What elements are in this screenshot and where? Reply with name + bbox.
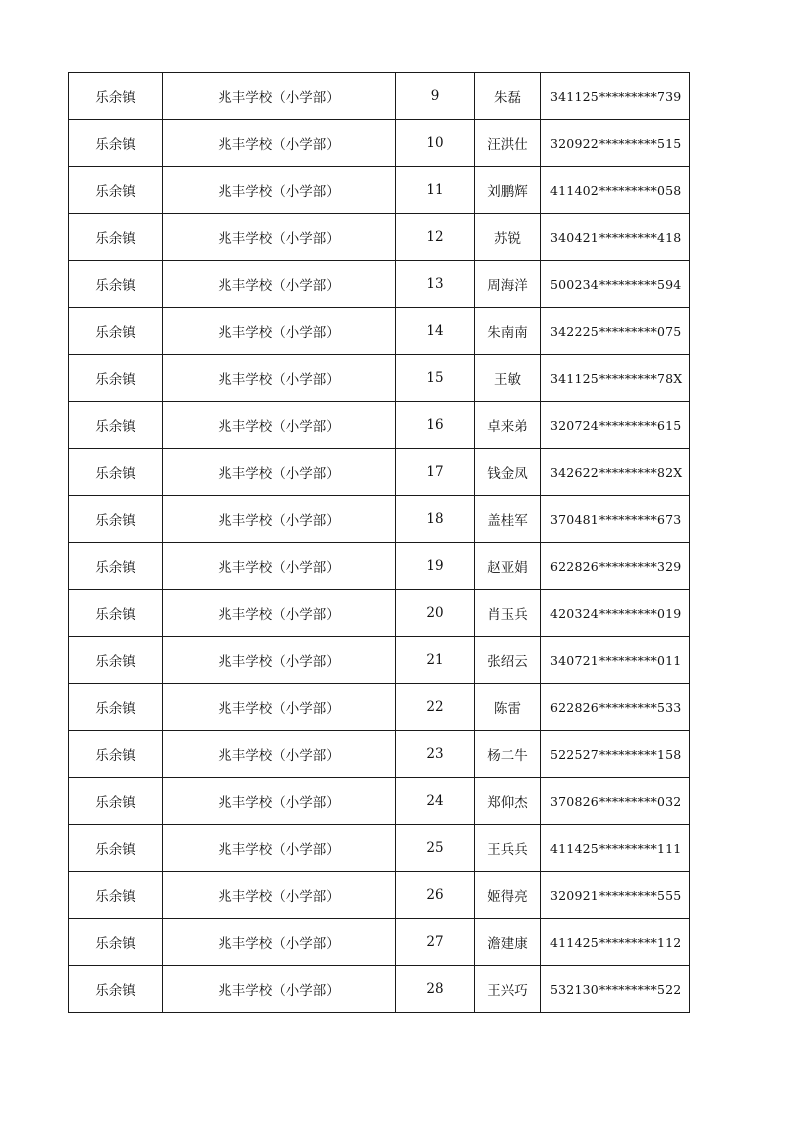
id-number-cell: 411402*********058 (541, 167, 690, 214)
table-row (69, 919, 690, 966)
name-cell: 陈雷 (475, 684, 541, 731)
town-cell: 乐余镇 (69, 120, 163, 167)
school-cell: 兆丰学校（小学部） (163, 402, 396, 449)
school-cell: 兆丰学校（小学部） (163, 919, 396, 966)
id-number-cell: 522527*********158 (541, 731, 690, 778)
name-cell: 王兵兵 (475, 825, 541, 872)
town-cell: 乐余镇 (69, 825, 163, 872)
id-number-cell: 500234*********594 (541, 261, 690, 308)
id-number-cell: 342225*********075 (541, 308, 690, 355)
table-row (69, 73, 690, 120)
number-cell: 13 (396, 261, 475, 308)
town-cell: 乐余镇 (69, 355, 163, 402)
table-row (69, 402, 690, 449)
school-cell: 兆丰学校（小学部） (163, 778, 396, 825)
town-cell: 乐余镇 (69, 73, 163, 120)
name-cell: 赵亚娟 (475, 543, 541, 590)
school-cell: 兆丰学校（小学部） (163, 214, 396, 261)
name-cell: 张绍云 (475, 637, 541, 684)
town-cell: 乐余镇 (69, 966, 163, 1013)
id-number-cell: 420324*********019 (541, 590, 690, 637)
town-cell: 乐余镇 (69, 308, 163, 355)
table-row (69, 637, 690, 684)
name-cell: 王兴巧 (475, 966, 541, 1013)
school-cell: 兆丰学校（小学部） (163, 73, 396, 120)
school-cell: 兆丰学校（小学部） (163, 543, 396, 590)
school-cell: 兆丰学校（小学部） (163, 496, 396, 543)
town-cell: 乐余镇 (69, 684, 163, 731)
name-cell: 刘鹏辉 (475, 167, 541, 214)
table-row (69, 496, 690, 543)
name-cell: 卓来弟 (475, 402, 541, 449)
id-number-cell: 532130*********522 (541, 966, 690, 1013)
table-row (69, 355, 690, 402)
table-row (69, 825, 690, 872)
number-cell: 24 (396, 778, 475, 825)
number-cell: 14 (396, 308, 475, 355)
town-cell: 乐余镇 (69, 496, 163, 543)
id-number-cell: 340421*********418 (541, 214, 690, 261)
number-cell: 22 (396, 684, 475, 731)
id-number-cell: 411425*********111 (541, 825, 690, 872)
school-cell: 兆丰学校（小学部） (163, 449, 396, 496)
name-cell: 周海洋 (475, 261, 541, 308)
number-cell: 16 (396, 402, 475, 449)
name-cell: 盖桂军 (475, 496, 541, 543)
id-number-cell: 622826*********329 (541, 543, 690, 590)
table-row (69, 261, 690, 308)
id-number-cell: 340721*********011 (541, 637, 690, 684)
name-cell: 肖玉兵 (475, 590, 541, 637)
name-cell: 朱南南 (475, 308, 541, 355)
number-cell: 15 (396, 355, 475, 402)
name-cell: 钱金凤 (475, 449, 541, 496)
roster-table (68, 72, 690, 1013)
name-cell: 杨二牛 (475, 731, 541, 778)
school-cell: 兆丰学校（小学部） (163, 684, 396, 731)
name-cell: 澹建康 (475, 919, 541, 966)
town-cell: 乐余镇 (69, 402, 163, 449)
table-row (69, 214, 690, 261)
id-number-cell: 320724*********615 (541, 402, 690, 449)
table-row (69, 684, 690, 731)
table-row (69, 308, 690, 355)
number-cell: 28 (396, 966, 475, 1013)
number-cell: 21 (396, 637, 475, 684)
table-row (69, 778, 690, 825)
table-row (69, 966, 690, 1013)
school-cell: 兆丰学校（小学部） (163, 872, 396, 919)
town-cell: 乐余镇 (69, 637, 163, 684)
number-cell: 27 (396, 919, 475, 966)
town-cell: 乐余镇 (69, 731, 163, 778)
name-cell: 汪洪仕 (475, 120, 541, 167)
number-cell: 18 (396, 496, 475, 543)
table-row (69, 167, 690, 214)
name-cell: 王敏 (475, 355, 541, 402)
roster-table-body (69, 73, 690, 1013)
table-row (69, 449, 690, 496)
id-number-cell: 320921*********555 (541, 872, 690, 919)
name-cell: 朱磊 (475, 73, 541, 120)
id-number-cell: 370826*********032 (541, 778, 690, 825)
town-cell: 乐余镇 (69, 449, 163, 496)
id-number-cell: 411425*********112 (541, 919, 690, 966)
town-cell: 乐余镇 (69, 590, 163, 637)
school-cell: 兆丰学校（小学部） (163, 966, 396, 1013)
number-cell: 12 (396, 214, 475, 261)
town-cell: 乐余镇 (69, 778, 163, 825)
name-cell: 姬得亮 (475, 872, 541, 919)
table-row (69, 731, 690, 778)
town-cell: 乐余镇 (69, 214, 163, 261)
name-cell: 郑仰杰 (475, 778, 541, 825)
number-cell: 11 (396, 167, 475, 214)
school-cell: 兆丰学校（小学部） (163, 731, 396, 778)
town-cell: 乐余镇 (69, 919, 163, 966)
town-cell: 乐余镇 (69, 261, 163, 308)
number-cell: 17 (396, 449, 475, 496)
number-cell: 26 (396, 872, 475, 919)
school-cell: 兆丰学校（小学部） (163, 261, 396, 308)
id-number-cell: 320922*********515 (541, 120, 690, 167)
id-number-cell: 370481*********673 (541, 496, 690, 543)
id-number-cell: 342622*********82X (541, 449, 690, 496)
school-cell: 兆丰学校（小学部） (163, 355, 396, 402)
table-row (69, 872, 690, 919)
number-cell: 10 (396, 120, 475, 167)
town-cell: 乐余镇 (69, 543, 163, 590)
table-row (69, 590, 690, 637)
number-cell: 23 (396, 731, 475, 778)
school-cell: 兆丰学校（小学部） (163, 167, 396, 214)
name-cell: 苏锐 (475, 214, 541, 261)
id-number-cell: 341125*********739 (541, 73, 690, 120)
school-cell: 兆丰学校（小学部） (163, 120, 396, 167)
number-cell: 19 (396, 543, 475, 590)
number-cell: 25 (396, 825, 475, 872)
school-cell: 兆丰学校（小学部） (163, 637, 396, 684)
school-cell: 兆丰学校（小学部） (163, 308, 396, 355)
school-cell: 兆丰学校（小学部） (163, 825, 396, 872)
school-cell: 兆丰学校（小学部） (163, 590, 396, 637)
id-number-cell: 341125*********78X (541, 355, 690, 402)
id-number-cell: 622826*********533 (541, 684, 690, 731)
table-row (69, 120, 690, 167)
table-row (69, 543, 690, 590)
town-cell: 乐余镇 (69, 167, 163, 214)
town-cell: 乐余镇 (69, 872, 163, 919)
number-cell: 20 (396, 590, 475, 637)
number-cell: 9 (396, 73, 475, 120)
